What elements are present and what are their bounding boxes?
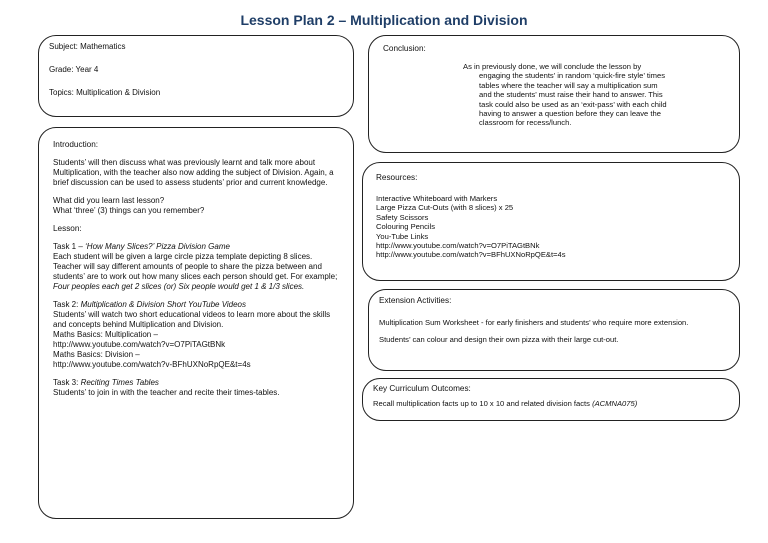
curriculum-code: (ACMNA075) xyxy=(592,399,638,408)
task3-description: Students’ to join in with the teacher and recite their times-tables. xyxy=(53,388,280,397)
conclusion-line: task could also be used as an ‘exit-pass’ with each child xyxy=(479,99,667,109)
task1-name: ‘How Many Slices?’ Pizza Division Game xyxy=(85,242,230,251)
question-one: What did you learn last lesson? xyxy=(53,196,165,205)
curriculum-box xyxy=(362,378,740,421)
resource-item: Colouring Pencils xyxy=(376,222,436,232)
resources-list xyxy=(376,194,726,260)
conclusion-heading: Conclusion: xyxy=(383,44,426,53)
resource-item: Interactive Whiteboard with Markers xyxy=(376,194,498,203)
extension-heading: Extension Activities: xyxy=(379,296,452,305)
task2-link1-label: Maths Basics: Multiplication – xyxy=(53,330,158,339)
lesson-heading: Lesson: xyxy=(53,224,82,233)
task3-title xyxy=(53,378,339,388)
task2-prefix: Task 2: xyxy=(53,300,81,309)
task1-description xyxy=(53,252,339,292)
extension-box xyxy=(368,289,740,371)
conclusion-line: As in previously done, we will conclude the lesson by xyxy=(463,62,642,71)
introduction-heading: Introduction: xyxy=(53,140,99,149)
conclusion-text xyxy=(383,62,725,128)
curriculum-heading: Key Curriculum Outcomes: xyxy=(373,384,471,393)
extension-text-one: Multiplication Sum Worksheet - for early finishers and students’ who require more extension. xyxy=(379,318,689,327)
task2-title xyxy=(53,300,339,310)
resource-item: You-Tube Links xyxy=(376,231,429,241)
subject-line: Subject: Mathematics xyxy=(49,42,126,51)
introduction-text: Students’ will then discuss what was previously learnt and talk more about Multiplication, with the teacher also now adding the subject of Division. Again, a brief discussion can be used to assess students’ prior and current knowledge. xyxy=(53,158,334,187)
overview-box xyxy=(38,35,354,117)
question-two: What ‘three’ (3) things can you remember? xyxy=(53,206,205,215)
conclusion-line: tables where the teacher will say a multiplication sum xyxy=(479,80,658,90)
resources-heading: Resources: xyxy=(376,173,418,182)
curriculum-outcome xyxy=(373,399,729,408)
task1-example: Four peoples each get 2 slices (or) Six people would get 1 & 1/3 slices. xyxy=(53,282,305,291)
page-title: Lesson Plan 2 – Multiplication and Division xyxy=(240,12,528,28)
task1-prefix: Task 1 – xyxy=(53,242,86,251)
task2-name: Multiplication & Division Short YouTube Videos xyxy=(80,300,247,309)
curriculum-text: Recall multiplication facts up to 10 x 10 and related division facts xyxy=(373,399,593,408)
resource-item: Large Pizza Cut-Outs (with 8 slices) x 25 xyxy=(376,203,514,213)
conclusion-line: classroom for recess/lunch. xyxy=(479,118,572,128)
resources-box xyxy=(362,162,740,281)
conclusion-line: engaging the students’ in random ‘quick-fire style’ times xyxy=(479,71,665,81)
task1-title xyxy=(53,242,339,252)
grade-line: Grade: Year 4 xyxy=(49,65,99,74)
task2-link2-url[interactable]: http://www.youtube.com/watch?v-BFhUXNoRpQE&t=4s xyxy=(53,360,251,369)
resource-link[interactable]: http://www.youtube.com/watch?v=BFhUXNoRpQE&t=4s xyxy=(376,250,566,260)
topics-line: Topics: Multiplication & Division xyxy=(49,88,161,97)
conclusion-line: having to answer a question before they can leave the xyxy=(479,109,661,119)
extension-text-two: Students’ can colour and design their own pizza with their large cut-out. xyxy=(379,335,619,345)
conclusion-box xyxy=(368,35,740,153)
task1-text: Each student will be given a large circle pizza template depicting 8 slices. Teacher will say different amounts of people to share the pizza between and students’ are to work out how many slices each person should get. For example; xyxy=(53,252,338,281)
task2-link1-url[interactable]: http://www.youtube.com/watch?v=O7PiTAGtBNk xyxy=(53,340,226,349)
task2-link2-label: Maths Basics: Division – xyxy=(53,350,140,359)
conclusion-line: and the students’ must raise their hand to answer. This xyxy=(479,90,663,100)
task3-prefix: Task 3: xyxy=(53,378,81,387)
task3-name: Reciting Times Tables xyxy=(80,378,159,387)
resource-link[interactable]: http://www.youtube.com/watch?v=O7PiTAGtBNk xyxy=(376,241,540,251)
task2-description: Students’ will watch two short educational videos to learn more about the skills and concepts behind Multiplication and Division. xyxy=(53,310,331,329)
introduction-box xyxy=(38,127,354,519)
resource-item: Safety Scissors xyxy=(376,212,429,222)
